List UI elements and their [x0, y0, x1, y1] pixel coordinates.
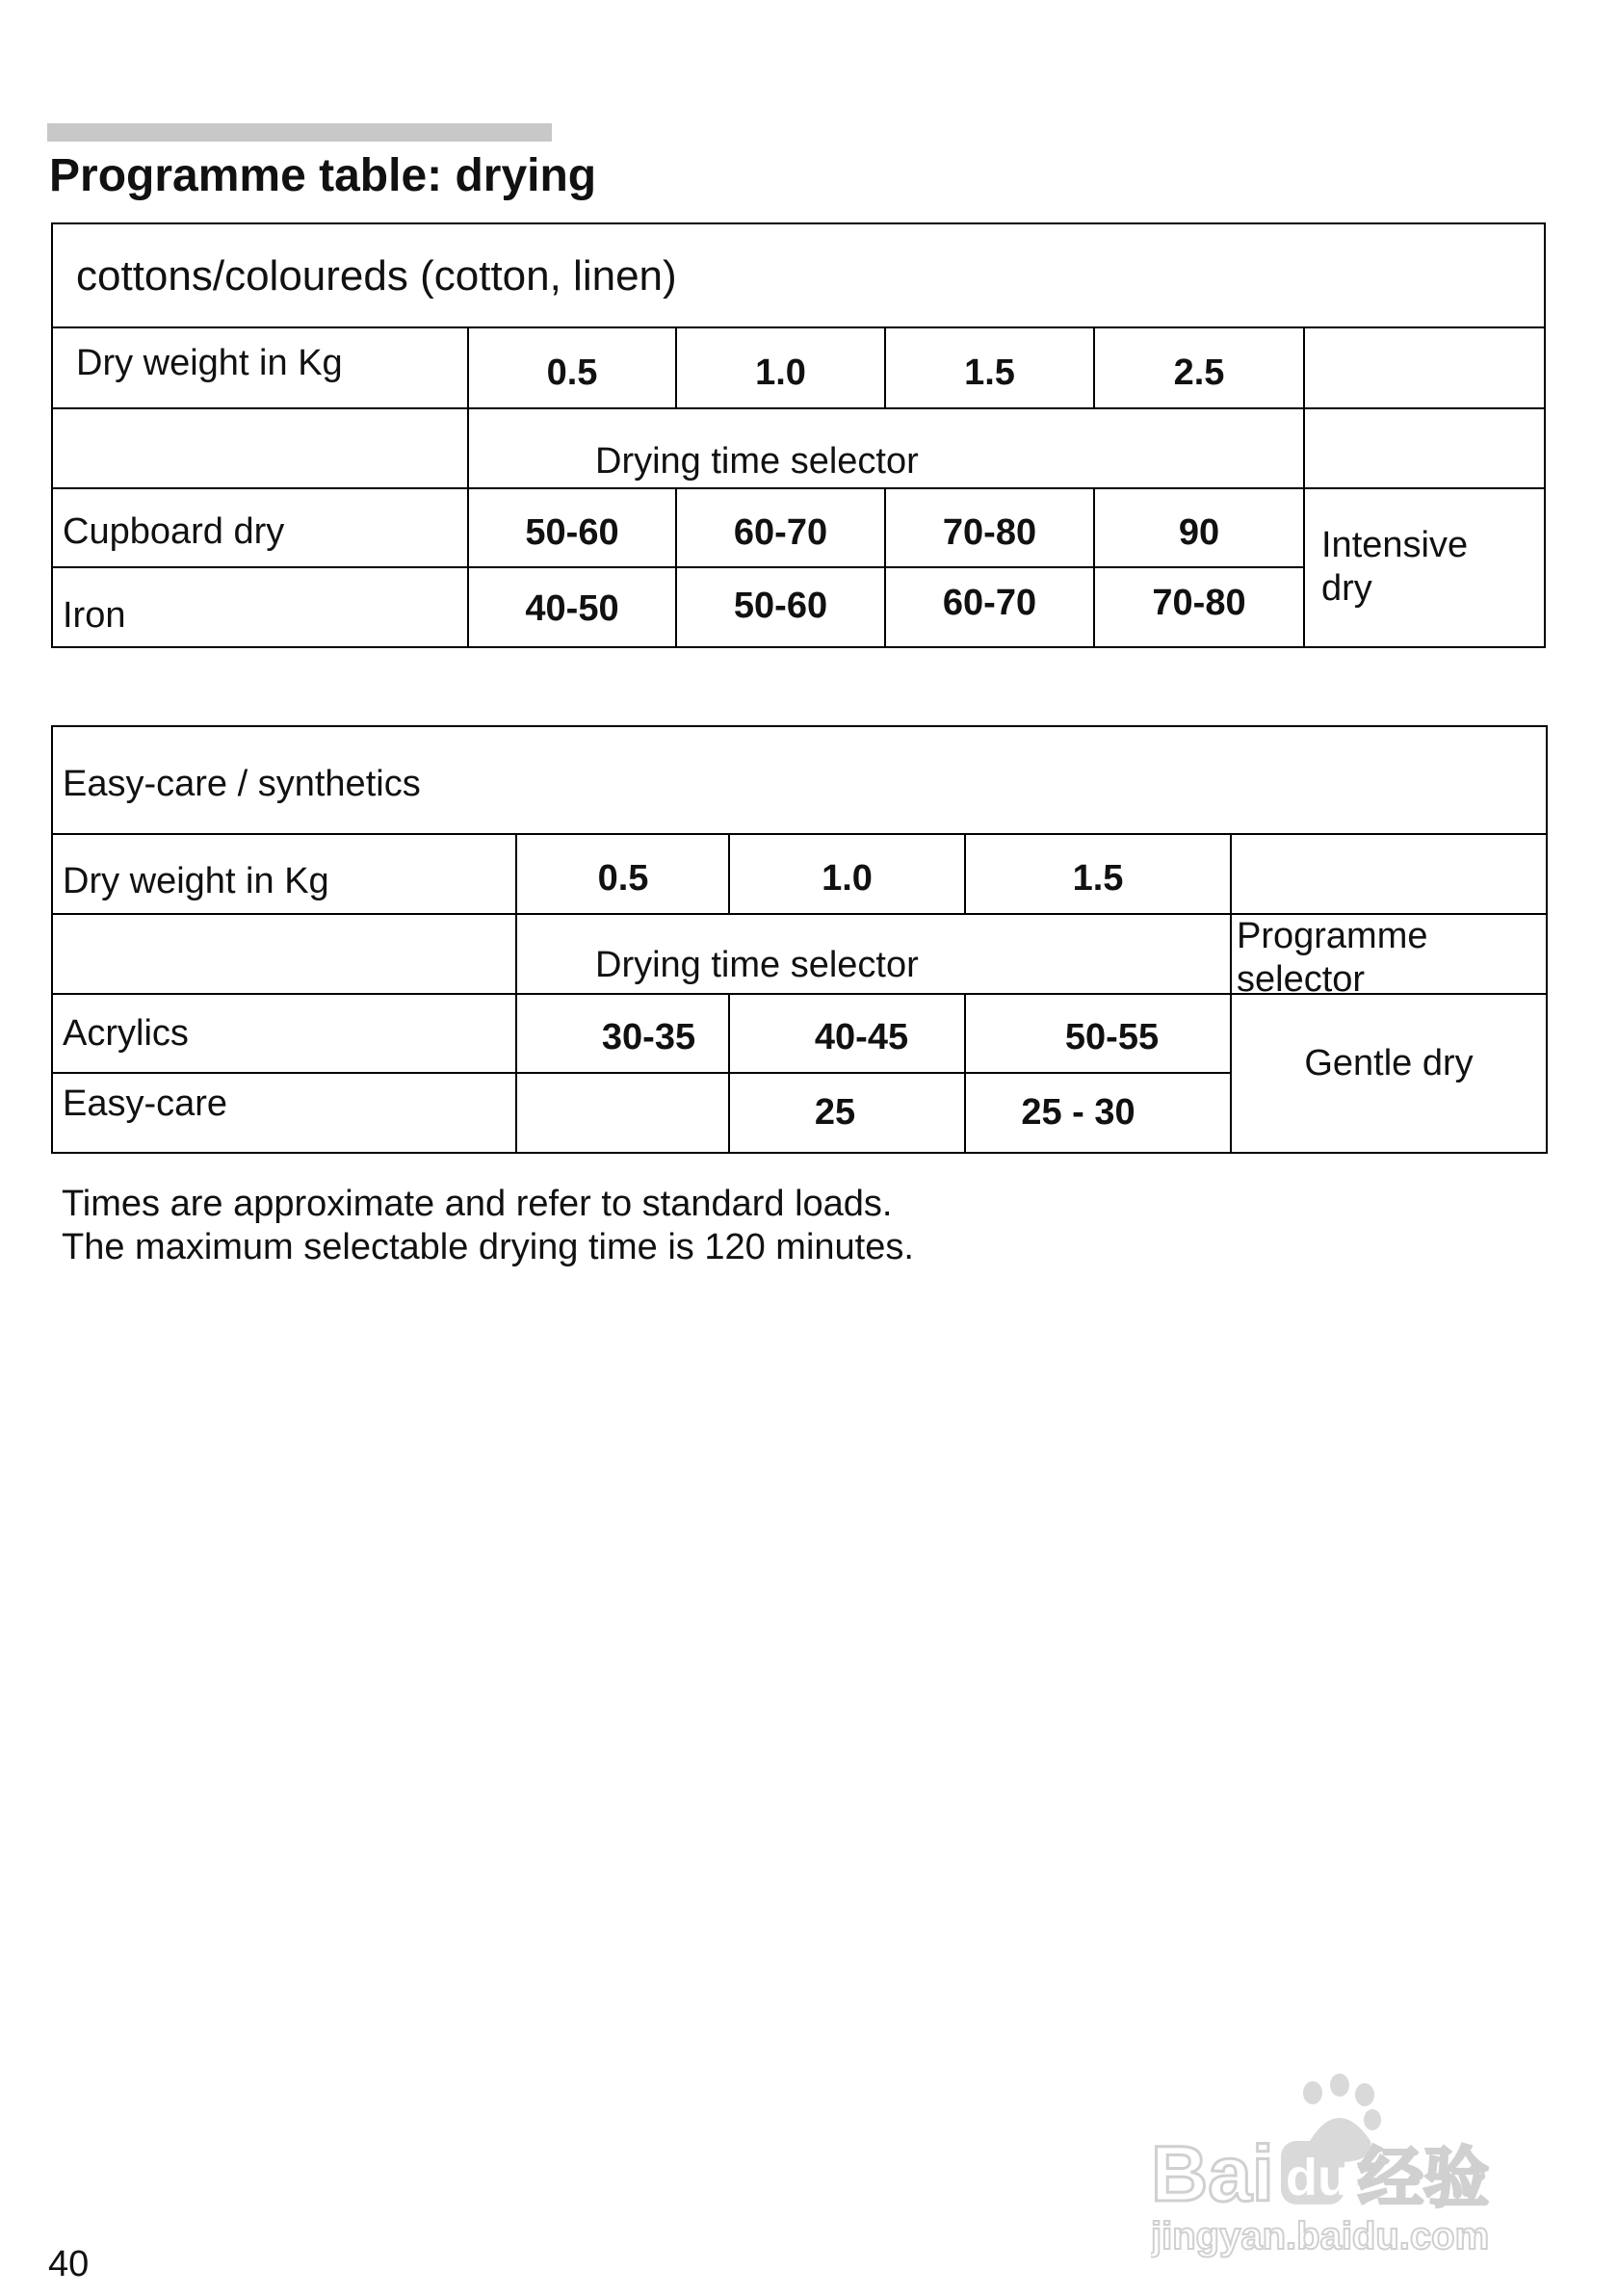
row-label: Iron [63, 595, 126, 636]
time-cell: 40-50 [525, 588, 619, 629]
weight-label: Dry weight in Kg [63, 861, 329, 901]
time-cell: 40-45 [814, 1017, 909, 1057]
programme-selector-label: Programme [1237, 916, 1428, 956]
weight-cell: 1.5 [1072, 858, 1124, 899]
weight-label: Dry weight in Kg [76, 343, 343, 383]
time-cell: 50-55 [1064, 1017, 1160, 1057]
time-cell: 50-60 [733, 586, 828, 626]
baidu-jingyan-watermark [1151, 2066, 1536, 2258]
weight-cell: 0.5 [546, 352, 598, 393]
weight-cell: 0.5 [597, 858, 649, 899]
page-title: Programme table: drying [49, 150, 597, 201]
time-cell: 25 [814, 1092, 856, 1133]
section-bar [47, 123, 552, 142]
time-cell: 90 [1178, 512, 1220, 553]
intensive-dry-label: dry [1321, 568, 1372, 609]
gentle-dry-label: Gentle dry [1304, 1043, 1474, 1083]
watermark-brand-2: du [1286, 2149, 1349, 2206]
row-label: Easy-care [63, 1083, 228, 1124]
time-cell: 70-80 [942, 512, 1037, 553]
time-cell: 60-70 [733, 512, 828, 553]
time-cell: 50-60 [525, 512, 619, 553]
watermark-brand-cn: 经验 [1358, 2141, 1490, 2217]
row-label: Cupboard dry [63, 511, 285, 552]
page-number: 40 [48, 2244, 90, 2284]
drying-time-selector-label: Drying time selector [595, 441, 919, 482]
watermark-url: jingyan.baidu.com [1151, 2215, 1490, 2257]
synthetics-table-title: Easy-care / synthetics [63, 764, 421, 804]
drying-time-selector-label: Drying time selector [595, 945, 919, 985]
note: Times are approximate and refer to standard loads. [62, 1184, 893, 1224]
time-cell: 25 - 30 [1021, 1092, 1135, 1133]
time-cell: 30-35 [601, 1017, 696, 1057]
weight-cell: 1.0 [755, 352, 806, 393]
weight-cell: 2.5 [1173, 352, 1225, 393]
time-cell: 70-80 [1152, 583, 1246, 623]
intensive-dry-label: Intensive [1321, 525, 1469, 565]
programme-selector-label: selector [1237, 959, 1366, 1000]
time-cell: 60-70 [942, 583, 1037, 623]
row-label: Acrylics [63, 1013, 189, 1054]
cottons-table-title: cottons/coloureds (cotton, linen) [76, 252, 677, 300]
note: The maximum selectable drying time is 120 minutes. [62, 1227, 914, 1267]
weight-cell: 1.0 [822, 858, 873, 899]
weight-cell: 1.5 [964, 352, 1015, 393]
watermark-brand: Bai [1151, 2130, 1274, 2218]
